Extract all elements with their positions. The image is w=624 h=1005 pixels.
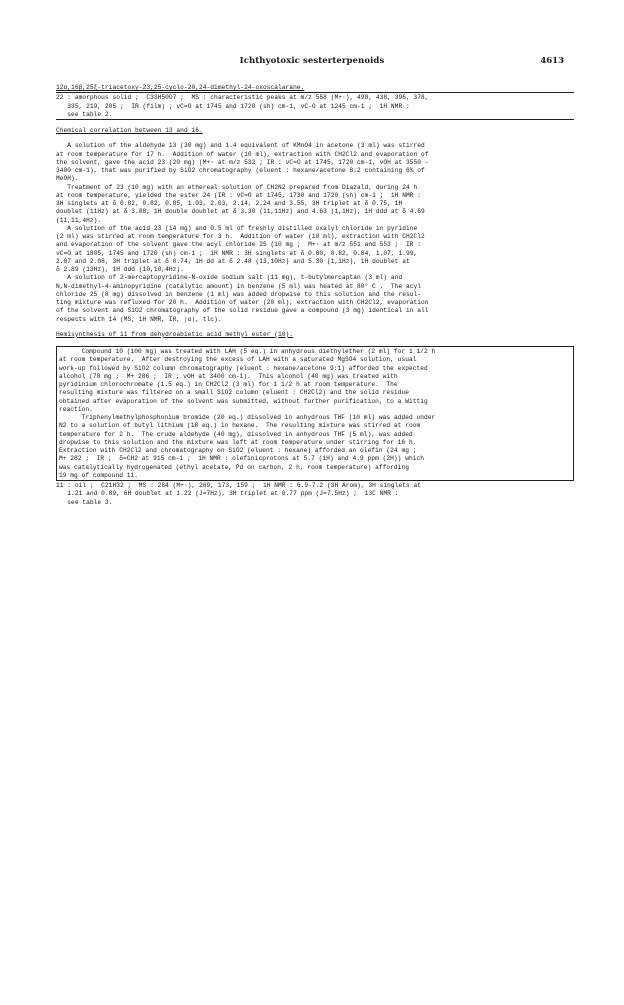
hemisynthesis-heading: Hemisynthesis of 11 from dehydroabietic acid methyl ester (10). xyxy=(56,330,294,338)
correlation-paragraph-4 xyxy=(56,274,574,324)
running-title: Ichthyotoxic sesterterpenoids xyxy=(239,56,385,66)
text-line: Triphenylmethylphosphonium bromide (20 eq.) dissolved in anhydrous THF (10 ml) was added under xyxy=(59,414,436,421)
text-line: 2.07 and 2.08, 3H triplet at δ 0.74, 1H dd at δ 2.48 (13,10Hz) and 5.30 (1,1Hz), 1H doublet at xyxy=(56,257,410,265)
text-line: 1.21 and 0.89, 6H doublet at 1.22 (J=7Hz), 3H triplet at 0.77 ppm (J=7.5Hz) ; 13C NMR : xyxy=(56,490,399,498)
text-line: obtained after evaporation of the solvent was submitted, without further purification, to a Wittig xyxy=(59,397,428,405)
text-line: 3400 cm-1), that was purified by SiO2 chromatography (eluent : hexane/acetone 8:2 containing 6% of xyxy=(56,167,425,174)
text-line: Compound 10 (100 mg) was treated with LAH (5 eq.) in anhydrous diethylether (2 ml) for 1 1/2 h xyxy=(59,348,436,355)
text-line: δ 2.89 (13Hz), 1H ddd (10,10,4Hz). xyxy=(56,266,184,273)
text-line: (11,11,4Hz). xyxy=(56,216,102,224)
correlation-paragraph-1 xyxy=(56,142,574,183)
text-line: reaction. xyxy=(59,405,93,413)
text-line: 19 mg of compound 11. xyxy=(59,471,139,479)
text-line: the solvent, gave the acid 23 (20 mg) (M+· at m/z 532 ; IR : νC=O at 1745, 1720 cm-1, νOH at 3550 - xyxy=(56,158,429,166)
text-line: ting mixture was refluxed for 20 h. Addition of water (20 ml), extraction with CH2Cl2, evaporation xyxy=(56,299,429,306)
text-line: dropwise to this solution and the mixture was left at room temperature under stirring for 16 h. xyxy=(59,438,417,446)
text-line: and evaporation of the solvent gave the acyl chloride 25 (10 mg ; M+· at m/z 551 and 553 ; IR : xyxy=(56,241,422,249)
text-line: νC=O at 1805, 1745 and 1720 (sh) cm-1 ; 1H NMR : 3H singlets at δ 0.80, 0.82, 0.84, 1.07, 1.99, xyxy=(56,249,418,257)
text-line: 11 : oil ; C21H32 ; MS : 284 (M+·), 269, 173, 159 ; 1H NMR : 6.9-7.2 (3H Arom), 3H singlets at xyxy=(56,482,422,489)
compound-22-line: see table 2. xyxy=(56,110,113,118)
hemisynthesis-paragraph-1 xyxy=(59,348,573,414)
text-line: temperature for 2 h. The crude aldehyde (40 mg), dissolved in anhydrous THF (5 ml), was added xyxy=(59,430,413,438)
text-line: N2 to a solution of butyl lithium (18 eq.) in hexane. The resulting mixture was stirred at room xyxy=(59,422,421,430)
text-line: doublet (11Hz) at δ 3.08, 1H double doublet at δ 3.30 (11,11Hz) and 4.63 (1,1Hz), 1H ddd at δ 4.69 xyxy=(56,208,425,216)
correlation-paragraph-3 xyxy=(56,225,574,275)
text-line: at room temperature. After destroying the excess of LAH with a saturated MgSO4 solution, usual xyxy=(59,356,417,364)
compound-22-line: 335, 219, 205 ; IR (film) ; νC=O at 1745 and 1720 (sh) cm-1, νC-O at 1245 cm-1 ; 1H NMR : xyxy=(56,102,410,110)
text-line: (2 ml) was stirred at room temperature for 3 h. Addition of water (10 ml), extraction with CH2Cl2 xyxy=(56,233,425,240)
text-line: was catalytically hydrogenated (ethyl acetate, Pd on carbon, 2 h, room temperature) affording xyxy=(59,463,409,471)
compound-22-data xyxy=(56,92,574,120)
text-line: 3H singlets at δ 0.82, 0.82, 0.85, 1.03, 2.03, 2.14, 2.24 and 3.55, 3H triplet at δ 0.75, 1H xyxy=(56,200,403,207)
text-line: see table 3. xyxy=(56,498,113,506)
page-number: 4613 xyxy=(540,56,564,66)
text-line: at room temperature, yielded the ester 24 (IR : νC=O at 1745, 1730 and 1720 (sh) cm-1 ; 1H NMR : xyxy=(56,191,422,199)
text-line: resulting mixture was filtered on a small SiO2 column (eluent : CH2Cl2) and the solid residue xyxy=(59,389,409,397)
text-line: work-up followed by SiO2 column chromatography (eluent : hexane/acetone 9:1) afforded the expected xyxy=(59,364,428,372)
hemisynthesis-block xyxy=(56,346,574,481)
text-line: chloride 25 (8 mg) dissolved in benzene (1 ml) was added dropwise to this solution and the resul- xyxy=(56,290,422,298)
text-line: of the solvent and SiO2 chromatography of the solid residue gave a compound (3 mg) identical in all xyxy=(56,307,429,315)
text-line: N,N-dimethyl-4-aminopyridine (catalytic amount) in benzene (5 ml) was heated at 80° C . The acyl xyxy=(56,282,422,290)
compound-22-title: 12α,16β,25ξ-triacetoxy-23,25-cyclo-20,24-dimethyl-24-oxoscalarane. xyxy=(56,84,305,91)
text-line: MeOH). xyxy=(56,175,79,183)
correlation-heading: Chemical correlation between 13 and 16. xyxy=(56,127,203,134)
text-line: A solution of the aldehyde 13 (30 mg) and 1.4 equivalent of KMnO4 in acetone (3 ml) was stirred xyxy=(56,142,425,150)
text-line: at room temperature for 17 h. Addition of water (10 ml), extraction with CH2Cl2 and evaporation of xyxy=(56,150,429,158)
text-line: Treatment of 23 (10 mg) with an ethereal solution of CH2N2 prepared from Diazald, during 24 h xyxy=(56,183,418,191)
text-line: Extraction with CH2Cl2 and chromatography on SiO2 (eluent : hexane) afforded an olefin (24 mg ; xyxy=(59,447,417,454)
body-text xyxy=(56,84,574,507)
text-line: pyridinium chlorochromate (1.5 eq.) in CH2Cl2 (3 ml) for 1 1/2 h at room temperature. The xyxy=(59,381,398,388)
compound-22-line: 22 : amorphous solid ; C33H50O7 ; MS : characteristic peaks at m/z 558 (M+·), 498, 438, 396, 378, xyxy=(56,94,429,102)
text-line: M+ 282 ; IR ; δ=CH2 at 915 cm-1 ; 1H NMR : olefinicprotons at 5.7 (1H) and 4.9 ppm (2H)) which xyxy=(59,455,425,463)
text-line: A solution of the acid 23 (14 mg) and 0.5 ml of freshly distilled oxalyl chloride in pyridine xyxy=(56,224,418,232)
compound-11-data xyxy=(56,482,574,507)
hemisynthesis-paragraph-2 xyxy=(59,414,573,480)
correlation-paragraph-2 xyxy=(56,184,574,225)
text-line: alcohol (78 mg ; M+ 286 ; IR ; νOH at 3400 cm-1). This alcohol (40 mg) was treated with xyxy=(59,372,398,380)
text-line: A solution of 2-mercaptopyridine-N-oxide sodium salt (11 mg), t-butylmercaptan (3 ml) and xyxy=(56,274,403,282)
text-line: respects with 14 (MS, 1H NMR, IR, |α|, tlc). xyxy=(56,315,222,323)
